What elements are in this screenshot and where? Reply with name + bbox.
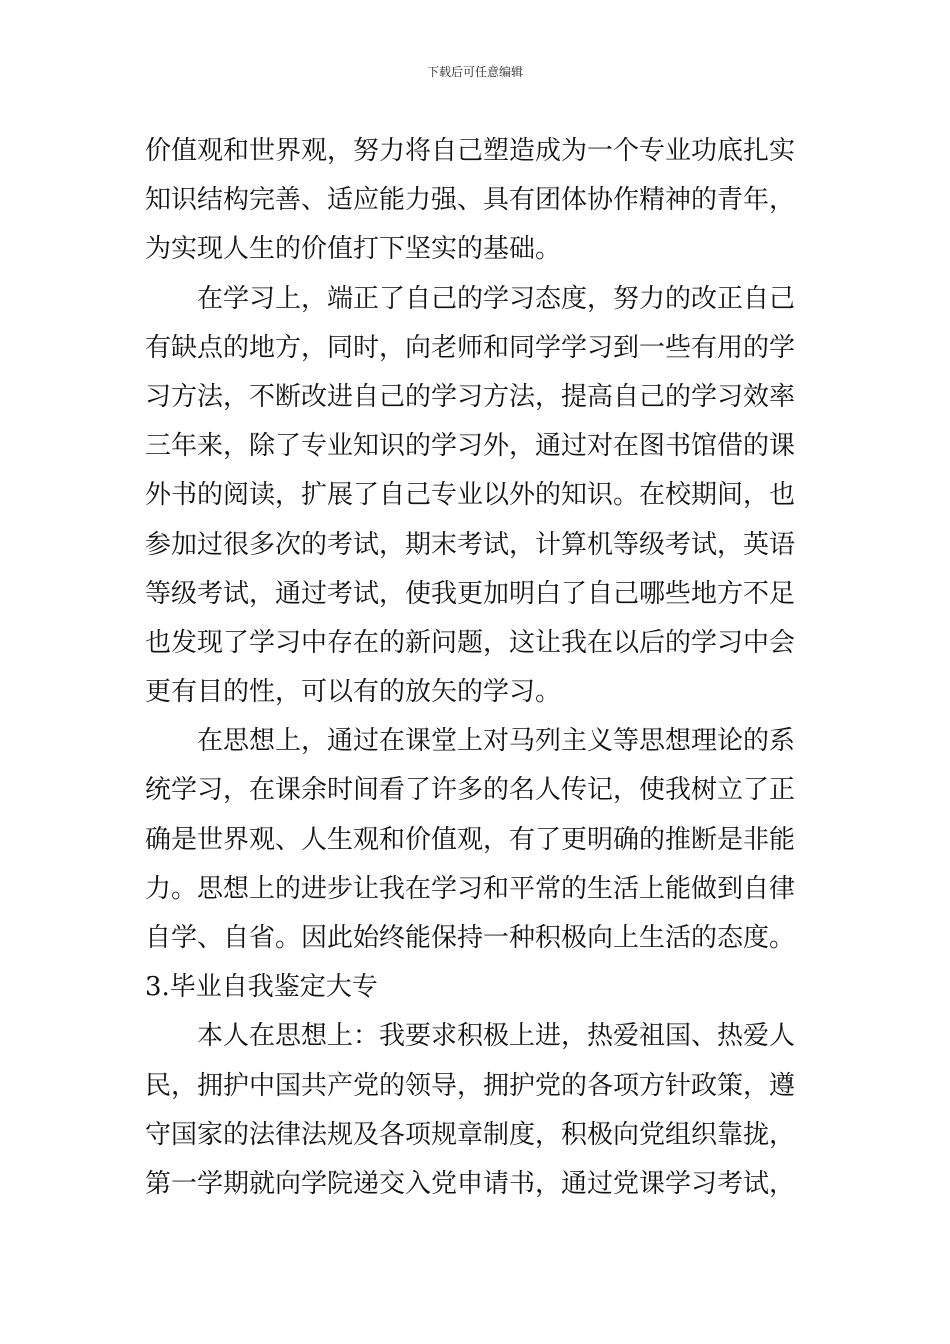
text-line: 三年来，除了专业知识的学习外，通过对在图书馆借的课 (145, 431, 796, 462)
text-line: 价值观和世界观，努力将自己塑造成为一个专业功底扎实 (145, 136, 796, 166)
paragraph-start-line: 在思想上，通过在课堂上对马列主义等思想理论的系 (197, 726, 796, 757)
text-line: 外书的阅读，扩展了自己专业以外的知识。在校期间，也 (145, 480, 796, 511)
text-line: 力。思想上的进步让我在学习和平常的生活上能做到自律 (145, 873, 796, 904)
text-line: 民，拥护中国共产党的领导，拥护党的各项方针政策，遵 (145, 1070, 796, 1101)
document-body (145, 127, 815, 1209)
text-line: 习方法，不断改进自己的学习方法，提高自己的学习效率 (145, 381, 796, 412)
text-line: 自学、自省。因此始终能保持一种积极向上生活的态度。 (145, 923, 796, 953)
text-line: 等级考试，通过考试，使我更加明白了自己哪些地方不足 (145, 578, 796, 609)
text-line: 更有目的性，可以有的放矢的学习。 (145, 677, 562, 708)
text-line: 守国家的法律法规及各项规章制度，积极向党组织靠拢， (145, 1119, 796, 1150)
section-heading: 3.毕业自我鉴定大专 (145, 972, 378, 1003)
text-line: 第一学期就向学院递交入党申请书，通过党课学习考试， (145, 1168, 796, 1199)
text-line: 有缺点的地方，同时，向老师和同学学习到一些有用的学 (145, 332, 796, 363)
paragraph-start-line: 在学习上，端正了自己的学习态度，努力的改正自己 (197, 283, 796, 314)
text-line: 知识结构完善、适应能力强、具有团体协作精神的青年， (145, 185, 796, 216)
text-line: 参加过很多次的考试，期末考试，计算机等级考试，英语 (145, 529, 796, 560)
text-line: 为实现人生的价值打下坚实的基础。 (145, 234, 562, 265)
text-line: 也发现了学习中存在的新问题，这让我在以后的学习中会 (145, 627, 796, 658)
paragraph-start-line: 本人在思想上：我要求积极上进，热爱祖国、热爱人 (197, 1021, 796, 1052)
text-line: 统学习，在课余时间看了许多的名人传记，使我树立了正 (145, 775, 796, 806)
page-header: 下载后可任意编辑 (426, 65, 523, 79)
text-line: 确是世界观、人生观和价值观，有了更明确的推断是非能 (145, 824, 796, 855)
